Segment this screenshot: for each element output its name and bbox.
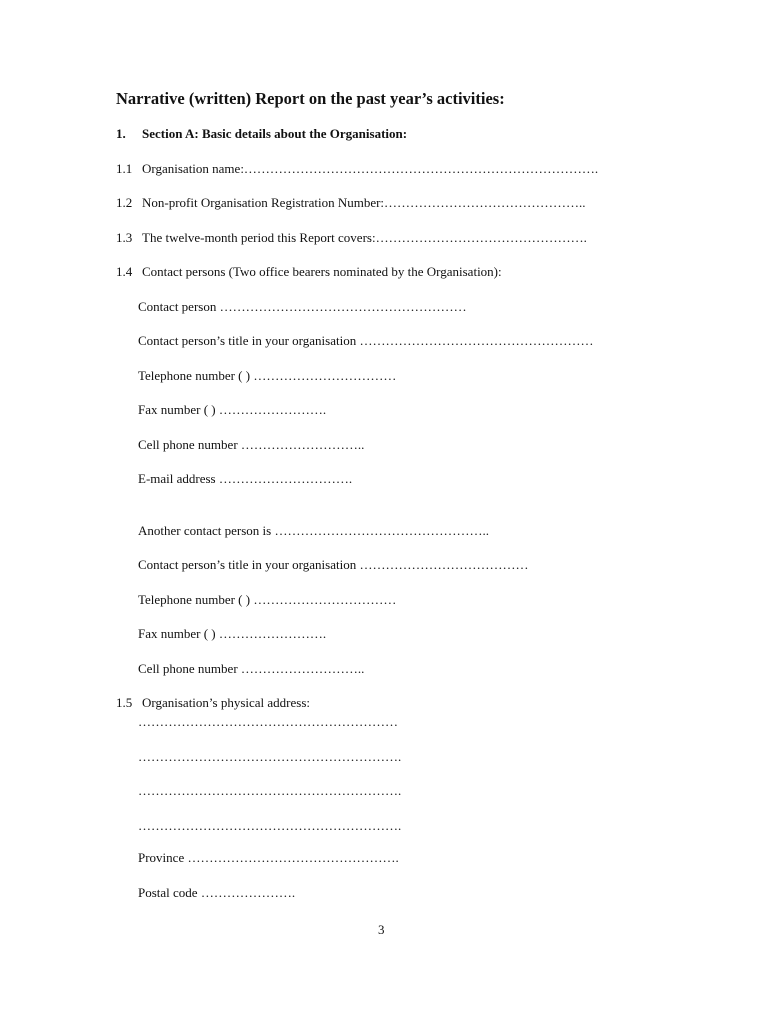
page-number: 3: [378, 922, 385, 937]
section-a-number: 1.: [116, 126, 126, 141]
field-label: Non-profit Organisation Registration Number:………………………………………..: [142, 195, 586, 210]
address-line-1-field[interactable]: ……………………………………………………: [138, 714, 398, 729]
contact-persons-heading: [116, 264, 502, 280]
contact1-telephone-field[interactable]: Telephone number ( ) ……………………………: [138, 368, 397, 383]
contact2-title-field[interactable]: Contact person’s title in your organisation …………………………………: [138, 557, 529, 572]
contact2-cell-field[interactable]: Cell phone number ………………………..: [138, 661, 365, 676]
field-label: Contact persons (Two office bearers nominated by the Organisation):: [142, 264, 502, 279]
contact1-title-field[interactable]: Contact person’s title in your organisation ………………………………………………: [138, 333, 594, 348]
province-field[interactable]: Province ………………………………………….: [138, 850, 399, 865]
address-line-3-field[interactable]: …………………………………………………….: [138, 783, 402, 798]
section-a-text: Section A: Basic details about the Organisation:: [142, 126, 408, 141]
field-organisation-name[interactable]: [116, 161, 598, 177]
postal-code-field[interactable]: Postal code ………………….: [138, 885, 296, 900]
field-label: Organisation’s physical address:: [142, 695, 311, 710]
contact1-email-field[interactable]: E-mail address ………………………….: [138, 471, 353, 486]
contact1-cell-field[interactable]: Cell phone number ………………………..: [138, 437, 365, 452]
field-report-period[interactable]: [116, 230, 587, 246]
address-line-4-field[interactable]: …………………………………………………….: [138, 818, 402, 833]
address-line-2-field[interactable]: …………………………………………………….: [138, 749, 402, 764]
contact1-fax-field[interactable]: Fax number ( ) …………………….: [138, 402, 327, 417]
contact1-person-field[interactable]: Contact person …………………………………………………: [138, 299, 467, 314]
field-number: 1.4: [116, 264, 133, 279]
field-number: 1.5: [116, 695, 133, 710]
section-a-heading: [116, 126, 407, 142]
field-number: 1.2: [116, 195, 133, 210]
contact2-fax-field[interactable]: Fax number ( ) …………………….: [138, 626, 327, 641]
field-number: 1.1: [116, 161, 133, 176]
field-number: 1.3: [116, 230, 133, 245]
physical-address-heading: [116, 695, 310, 711]
field-registration-number[interactable]: [116, 195, 586, 211]
field-label: The twelve-month period this Report covers:………………………………………….: [142, 230, 587, 245]
report-title: Narrative (written) Report on the past year’s activities:: [116, 89, 505, 108]
contact2-person-field[interactable]: Another contact person is …………………………………………..: [138, 523, 489, 538]
contact2-telephone-field[interactable]: Telephone number ( ) ……………………………: [138, 592, 397, 607]
field-label: Organisation name:……………………………………………………………………….: [142, 161, 599, 176]
